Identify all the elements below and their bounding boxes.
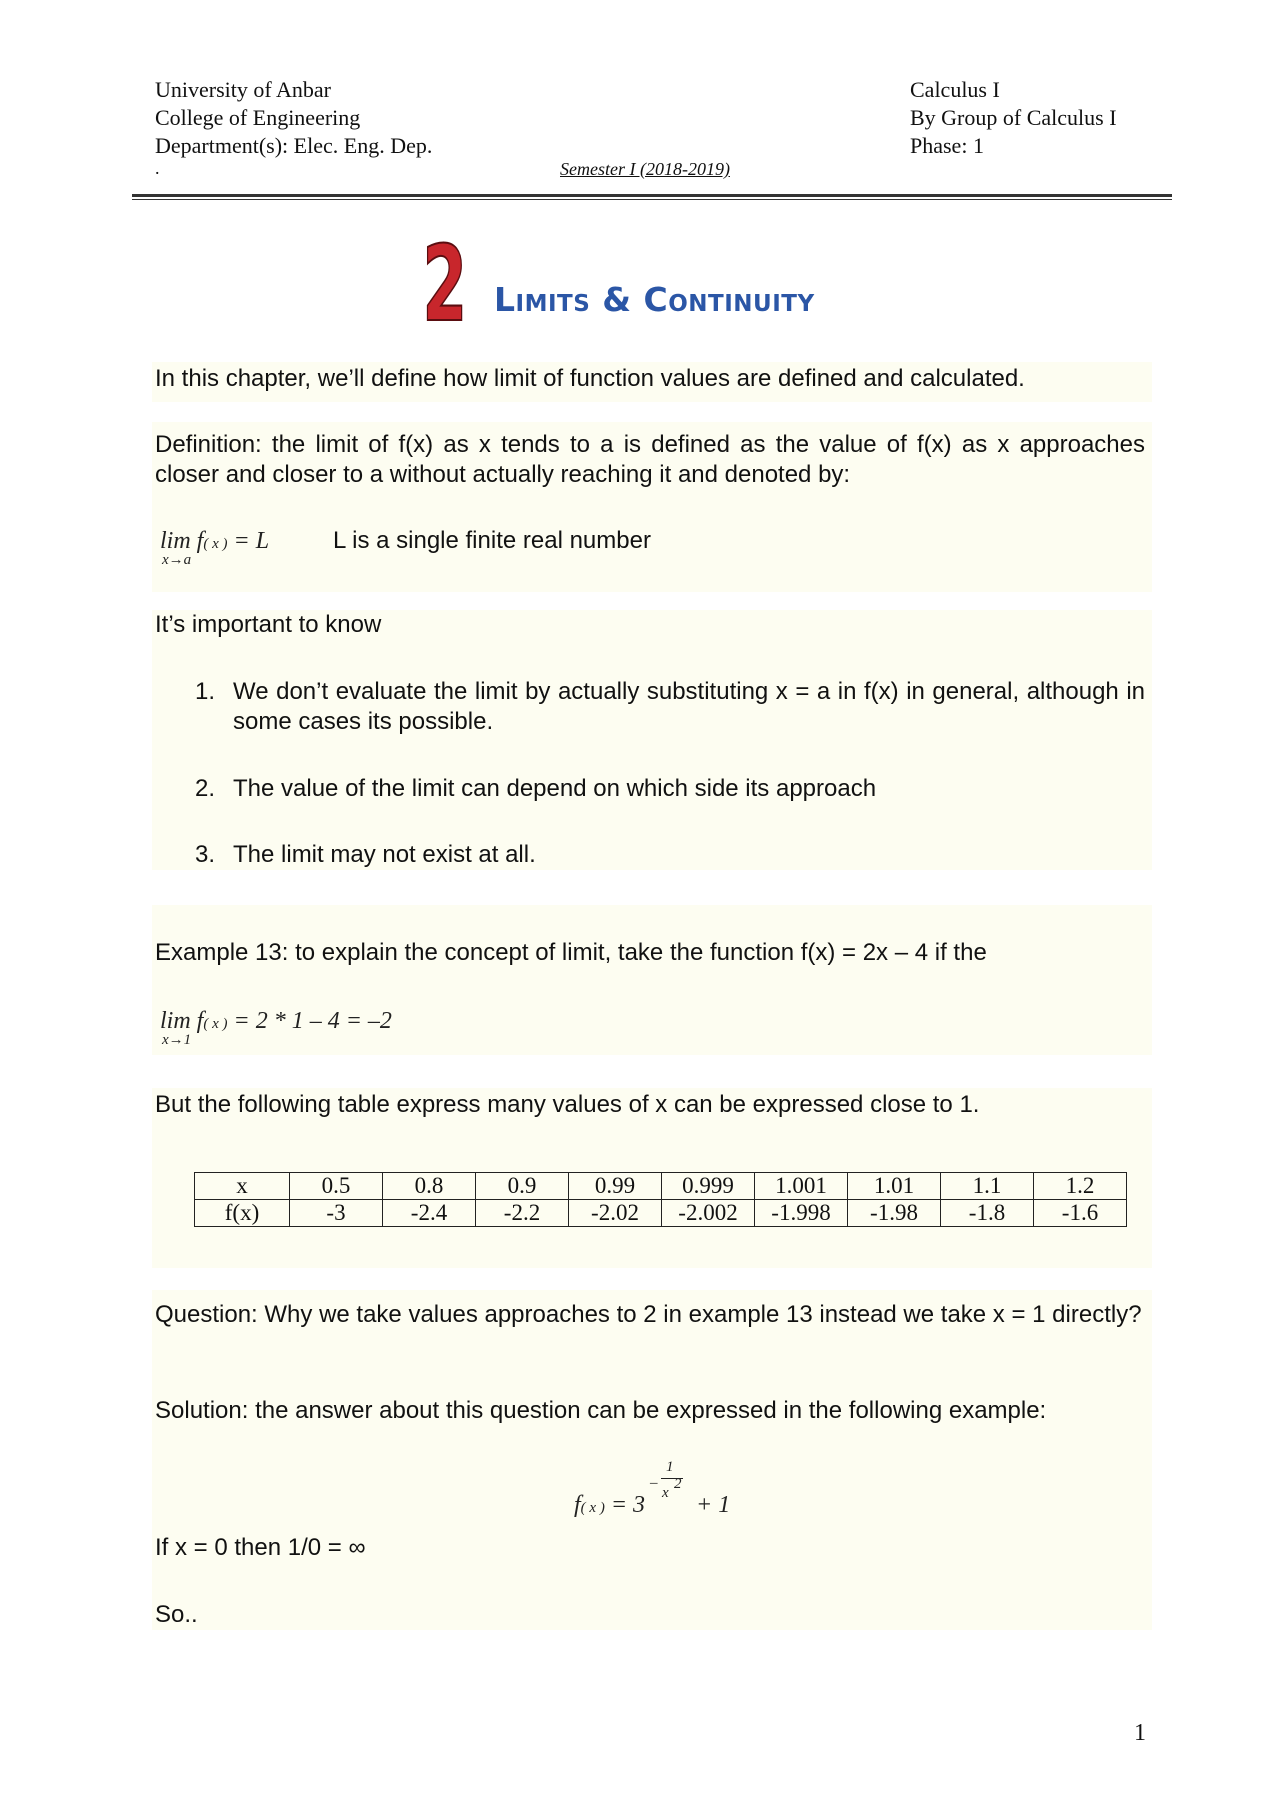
chapter-number-graphic [420, 232, 470, 332]
header-course [910, 76, 1117, 160]
example-limit-formula [160, 1008, 392, 1048]
header-university: University of Anbar [155, 77, 331, 102]
exponent-denominator: x [662, 1485, 669, 1501]
formula-plus-one: + 1 [696, 1492, 731, 1518]
header-institution [155, 76, 432, 160]
table-cell: 0.999 [662, 1173, 755, 1200]
table-header-x: x [195, 1173, 290, 1200]
func-subscript: ( x ) [580, 1500, 605, 1516]
table-cell: 1.2 [1034, 1173, 1127, 1200]
header-group: By Group of Calculus I [910, 105, 1117, 130]
example-limit-result: = 2 * 1 – 4 = –2 [233, 1008, 392, 1034]
exponential-formula [574, 1492, 645, 1519]
question-text: Question: Why we take values approaches to 2 in example 13 instead we take x = 1 directly? [155, 1301, 1142, 1328]
table-row-fx [195, 1200, 1127, 1227]
important-highlight [152, 610, 1152, 870]
list-item-3: The limit may not exist at all. [233, 841, 536, 868]
definition-text: Definition: the limit of f(x) as x tends to a is defined as the value of f(x) as x approaches closer and closer to a without actually reaching it and denoted by: [155, 431, 1145, 488]
exponent-minus: – [650, 1475, 658, 1491]
list-item-2: The value of the limit can depend on which side its approach [233, 775, 877, 802]
table-cell: -2.002 [662, 1200, 755, 1227]
table-row-x [195, 1173, 1127, 1200]
so-line: So.. [155, 1601, 198, 1628]
func-subscript: ( x ) [203, 536, 228, 552]
func-f: f [196, 528, 204, 554]
lim-word: lim [160, 528, 191, 554]
table-cell: -1.998 [755, 1200, 848, 1227]
table-cell: -2.02 [569, 1200, 662, 1227]
table-cell: 1.001 [755, 1173, 848, 1200]
solution-text: Solution: the answer about this question can be expressed in the following example: [155, 1397, 1047, 1424]
header-dot: . [155, 158, 160, 178]
table-cell: -1.98 [848, 1200, 941, 1227]
values-table [194, 1172, 1127, 1227]
page-number: 1 [1134, 1720, 1146, 1746]
list-number-2: 2. [195, 775, 216, 802]
important-heading: It’s important to know [155, 611, 382, 638]
example-text: Example 13: to explain the concept of limit, take the function f(x) = 2x – 4 if the [155, 939, 987, 966]
table-intro: But the following table express many values of x can be expressed close to 1. [155, 1091, 980, 1118]
func-f: f [196, 1008, 204, 1034]
header-course-name: Calculus I [910, 77, 1000, 102]
chapter-number: 2 [422, 232, 468, 332]
limit-definition-formula [160, 528, 270, 568]
table-cell: -2.4 [383, 1200, 476, 1227]
table-cell: 1.1 [941, 1173, 1034, 1200]
limit-underscript: x→1 [162, 1032, 192, 1048]
table-cell: -3 [290, 1200, 383, 1227]
question-highlight [152, 1290, 1152, 1630]
table-cell: 1.01 [848, 1173, 941, 1200]
header-semester: Semester I (2018-2019) [560, 159, 730, 179]
func-subscript: ( x ) [203, 1016, 228, 1032]
header-department: Department(s): Elec. Eng. Dep. [155, 133, 433, 158]
if-line: If x = 0 then 1/0 = ∞ [155, 1534, 366, 1561]
intro-text: In this chapter, we’ll define how limit of function values are defined and calculated. [155, 365, 1025, 392]
list-number-1: 1. [195, 678, 216, 705]
table-cell: 0.8 [383, 1173, 476, 1200]
func-f: f [574, 1492, 581, 1518]
limit-note: L is a single finite real number [333, 527, 651, 554]
header-rule-thick [132, 194, 1172, 197]
exponent-numerator: 1 [666, 1459, 674, 1475]
table-cell: -1.8 [941, 1200, 1034, 1227]
header-rule-thin [132, 199, 1172, 200]
table-cell: 0.5 [290, 1173, 383, 1200]
table-header-fx: f(x) [195, 1200, 290, 1227]
header-college: College of Engineering [155, 105, 361, 130]
list-item-1: We don’t evaluate the limit by actually substituting x = a in f(x) in general, although in some cases its possible. [233, 678, 1145, 735]
exponent-denominator-power: 2 [674, 1476, 682, 1492]
chapter-title: Limits & Continuity [494, 280, 815, 319]
table-cell: 0.9 [476, 1173, 569, 1200]
header-phase: Phase: 1 [910, 133, 984, 158]
table-cell: -2.2 [476, 1200, 569, 1227]
lim-word: lim [160, 1008, 191, 1034]
limit-underscript: x→a [162, 552, 192, 568]
limit-equals: = L [233, 528, 270, 554]
list-number-3: 3. [195, 841, 216, 868]
table-cell: -1.6 [1034, 1200, 1127, 1227]
formula-base: = 3 [610, 1492, 646, 1518]
table-cell: 0.99 [569, 1173, 662, 1200]
